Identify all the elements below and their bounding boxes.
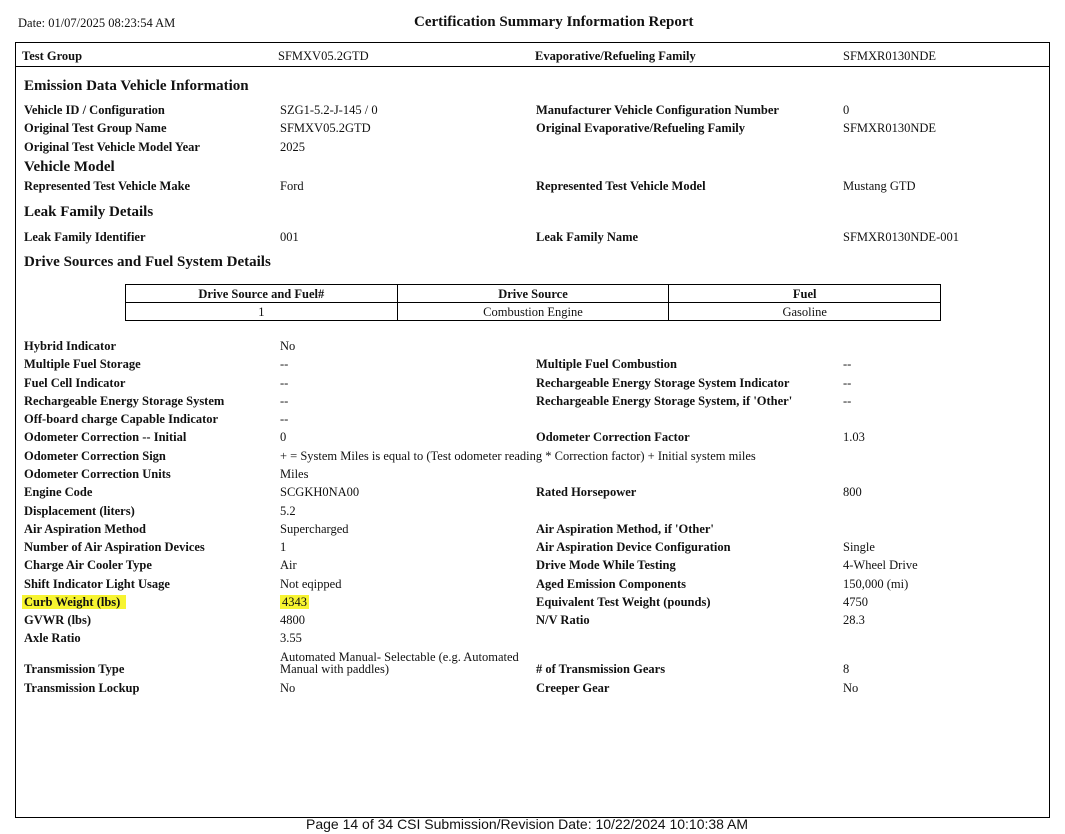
engine-code-value: SCGKH0NA00 [280, 485, 360, 499]
etw-value: 4750 [843, 595, 868, 609]
evap-family-label: Evaporative/Refueling Family [535, 49, 696, 63]
drive-source-table [125, 284, 941, 321]
multi-combustion-value: -- [843, 357, 852, 371]
ress-value: -- [280, 394, 289, 408]
curb-weight-label [24, 595, 126, 609]
leak-name-label: Leak Family Name [536, 230, 639, 244]
etw-label: Equivalent Test Weight (pounds) [536, 595, 711, 609]
page-footer: Page 14 of 34 CSI Submission/Revision Date: 10/22/2024 10:10:38 AM [306, 816, 749, 832]
odo-factor-value: 1.03 [843, 430, 865, 444]
orig-year-value: 2025 [280, 140, 305, 154]
vehicle-id-value: SZG1-5.2-J-145 / 0 [280, 103, 378, 117]
vehicle-id-label: Vehicle ID / Configuration [24, 103, 165, 117]
axle-ratio-label: Axle Ratio [24, 631, 81, 645]
trans-gears-value: 8 [843, 662, 850, 676]
section-leak-family: Leak Family Details [24, 204, 154, 220]
aspiration-label: Air Aspiration Method [24, 522, 146, 536]
ress-indicator-value: -- [843, 376, 852, 390]
drive-source-number: 1 [126, 303, 398, 321]
trans-type-value: Automated Manual- Selectable (e.g. Automated Manual with paddles) [280, 650, 519, 676]
col-header-drive-source: Drive Source [397, 285, 669, 303]
gvwr-value: 4800 [280, 613, 305, 627]
section-vehicle-model: Vehicle Model [24, 159, 115, 175]
ress-label: Rechargeable Energy Storage System [24, 394, 225, 408]
drive-source-type: Combustion Engine [397, 303, 669, 321]
multi-storage-label: Multiple Fuel Storage [24, 357, 141, 371]
num-aspiration-label: Number of Air Aspiration Devices [24, 540, 205, 554]
nv-ratio-value: 28.3 [843, 613, 865, 627]
displacement-label: Displacement (liters) [24, 504, 135, 518]
rated-hp-value: 800 [843, 485, 862, 499]
hybrid-value: No [280, 339, 296, 353]
odo-initial-label: Odometer Correction -- Initial [24, 430, 187, 444]
section-drive-sources: Drive Sources and Fuel System Details [24, 254, 271, 270]
leak-id-value: 001 [280, 230, 299, 244]
nv-ratio-label: N/V Ratio [536, 613, 590, 627]
curb-weight-value-highlight: 4343 [282, 595, 307, 609]
trans-lockup-value: No [280, 681, 296, 695]
ress-indicator-label: Rechargeable Energy Storage System Indicator [536, 376, 790, 390]
test-group-bar [16, 43, 1049, 67]
aspiration-other-label: Air Aspiration Method, if 'Other' [536, 522, 714, 536]
gvwr-label: GVWR (lbs) [24, 613, 92, 627]
orig-group-value: SFMXV05.2GTD [280, 121, 371, 135]
drive-source-fuel: Gasoline [669, 303, 941, 321]
shift-light-label: Shift Indicator Light Usage [24, 577, 170, 591]
curb-weight-value [280, 595, 309, 609]
rated-hp-label: Rated Horsepower [536, 485, 637, 499]
charge-cooler-value: Air [280, 558, 297, 572]
col-header-fuel: Fuel [669, 285, 941, 303]
trans-type-label: Transmission Type [24, 662, 125, 676]
ress-other-label: Rechargeable Energy Storage System, if 'Other' [536, 394, 793, 408]
trans-lockup-label: Transmission Lockup [24, 681, 140, 695]
ress-other-value: -- [843, 394, 852, 408]
orig-year-label: Original Test Vehicle Model Year [24, 140, 200, 154]
table-row [126, 303, 941, 321]
report-date: Date: 01/07/2025 08:23:54 AM [18, 16, 176, 30]
fuel-cell-label: Fuel Cell Indicator [24, 376, 126, 390]
report-title: Certification Summary Information Report [414, 14, 694, 30]
report-frame [15, 42, 1050, 818]
aged-components-value: 150,000 (mi) [843, 577, 909, 591]
leak-id-label: Leak Family Identifier [24, 230, 146, 244]
fuel-cell-value: -- [280, 376, 289, 390]
odo-sign-label: Odometer Correction Sign [24, 449, 166, 463]
curb-weight-label-highlight: Curb Weight (lbs) [22, 595, 126, 609]
odo-initial-value: 0 [280, 430, 287, 444]
drive-mode-label: Drive Mode While Testing [536, 558, 676, 572]
orig-evap-label: Original Evaporative/Refueling Family [536, 121, 746, 135]
multi-combustion-label: Multiple Fuel Combustion [536, 357, 677, 371]
aged-components-label: Aged Emission Components [536, 577, 687, 591]
odo-factor-label: Odometer Correction Factor [536, 430, 690, 444]
num-aspiration-value: 1 [280, 540, 287, 554]
section-emission-data: Emission Data Vehicle Information [24, 78, 249, 94]
make-value: Ford [280, 179, 304, 193]
orig-evap-value: SFMXR0130NDE [843, 121, 937, 135]
aspiration-value: Supercharged [280, 522, 349, 536]
drive-source-header-row [126, 285, 941, 303]
offboard-value: -- [280, 412, 289, 426]
odo-sign-value: + = System Miles is equal to (Test odometer reading * Correction factor) + Initial system miles [280, 449, 756, 463]
test-group-label: Test Group [22, 49, 83, 63]
offboard-label: Off-board charge Capable Indicator [24, 412, 219, 426]
shift-light-value: Not eqipped [280, 577, 342, 591]
multi-storage-value: -- [280, 357, 289, 371]
odo-units-label: Odometer Correction Units [24, 467, 171, 481]
trans-gears-label: # of Transmission Gears [536, 662, 666, 676]
evap-family-value: SFMXR0130NDE [843, 49, 937, 63]
model-value: Mustang GTD [843, 179, 916, 193]
odo-units-value: Miles [280, 467, 309, 481]
make-label: Represented Test Vehicle Make [24, 179, 191, 193]
model-label: Represented Test Vehicle Model [536, 179, 706, 193]
creeper-value: No [843, 681, 859, 695]
charge-cooler-label: Charge Air Cooler Type [24, 558, 152, 572]
drive-mode-value: 4-Wheel Drive [843, 558, 918, 572]
axle-ratio-value: 3.55 [280, 631, 302, 645]
leak-name-value: SFMXR0130NDE-001 [843, 230, 959, 244]
col-header-drive-source-fuel: Drive Source and Fuel# [126, 285, 398, 303]
mfr-config-value: 0 [843, 103, 850, 117]
aspiration-config-value: Single [843, 540, 875, 554]
mfr-config-label: Manufacturer Vehicle Configuration Number [536, 103, 779, 117]
displacement-value: 5.2 [280, 504, 296, 518]
test-group-value: SFMXV05.2GTD [278, 49, 369, 63]
orig-group-label: Original Test Group Name [24, 121, 167, 135]
aspiration-config-label: Air Aspiration Device Configuration [536, 540, 731, 554]
engine-code-label: Engine Code [24, 485, 93, 499]
creeper-label: Creeper Gear [536, 681, 610, 695]
hybrid-label: Hybrid Indicator [24, 339, 117, 353]
